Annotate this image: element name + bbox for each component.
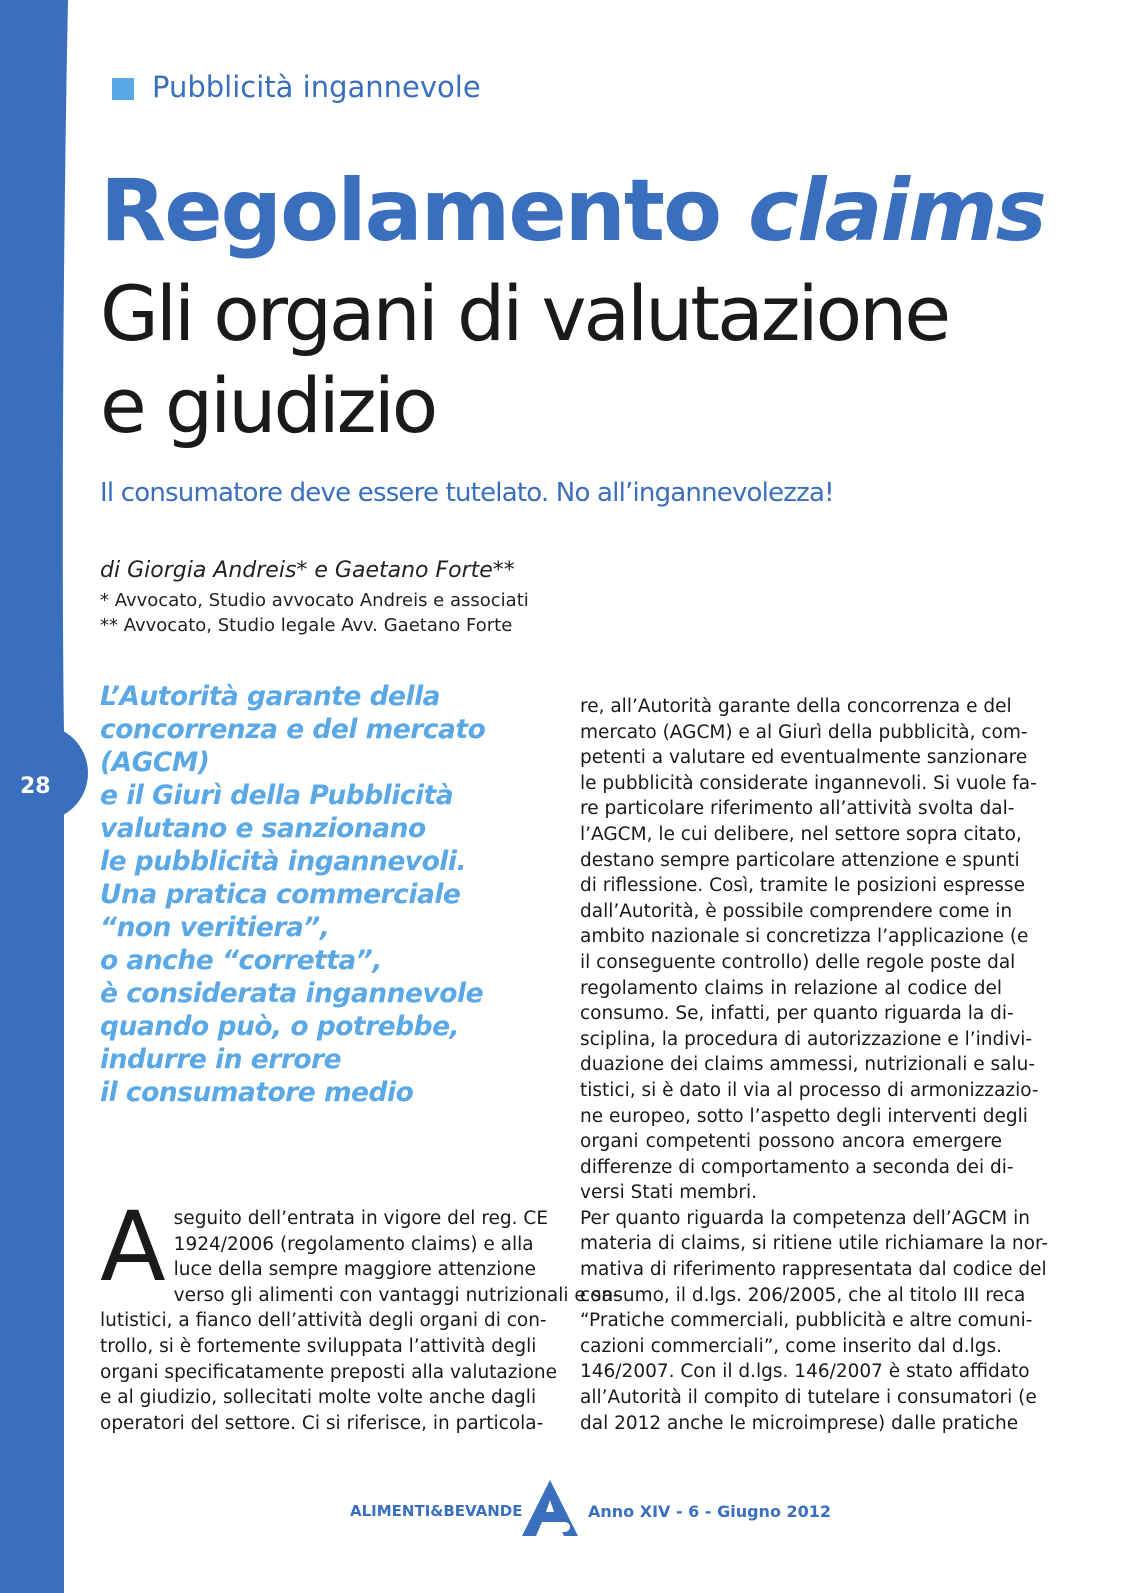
right-column-line: 146/2007. Con il d.lgs. 146/2007 è stato affidato: [580, 1361, 1030, 1383]
left-column-line: organi specificatamente preposti alla valutazione: [100, 1361, 558, 1383]
right-column-line: organi competenti possono ancora emergere: [580, 1131, 1002, 1153]
pullquote-line: (AGCM): [100, 747, 210, 778]
section-title: Pubblicità ingannevole: [152, 70, 481, 104]
right-column-line: tistici, si è dato il via al processo di armonizzazio-: [580, 1079, 1039, 1101]
dropcap: A: [100, 1191, 166, 1303]
footer: [0, 1478, 1121, 1538]
pullquote-line: le pubblicità ingannevoli.: [100, 846, 467, 877]
headline-main-regular: Regolamento: [100, 161, 749, 261]
pullquote-line: “non veritiera”,: [100, 912, 330, 943]
pullquote-line: è considerata ingannevole: [100, 978, 484, 1009]
left-column-line: operatori del settore. Ci si riferisce, in particola-: [100, 1412, 544, 1434]
right-column-line: versi Stati membri.: [580, 1182, 757, 1204]
pullquote-line: e il Giurì della Pubblicità: [100, 780, 454, 811]
left-column-text: [100, 1191, 620, 1436]
pullquote-line: valutano e sanzionano: [100, 813, 426, 844]
left-column-line: trollo, si è fortemente sviluppata l’attività degli: [100, 1335, 537, 1357]
right-column-line: ambito nazionale si concretizza l’applicazione (e: [580, 926, 1029, 948]
right-column-line: di riflessione. Così, tramite le posizioni espresse: [580, 875, 1025, 897]
right-column-line: Per quanto riguarda la competenza dell’AGCM in: [580, 1207, 1030, 1229]
page-number: 28: [20, 774, 51, 799]
footer-magazine-name: ALIMENTI&BEVANDE: [350, 1502, 523, 1520]
right-column-line: mercato (AGCM) e al Giurì della pubblicità, com-: [580, 721, 1028, 743]
pullquote-line: L’Autorità garante della: [100, 681, 441, 712]
headline-main: [100, 161, 1045, 261]
right-column-line: il conseguente controllo) delle regole poste dal: [580, 951, 1016, 973]
author-byline: di Giorgia Andreis* e Gaetano Forte**: [100, 558, 515, 583]
right-column-line: consumo. Se, infatti, per quanto riguarda la di-: [580, 1003, 1014, 1025]
author-affiliation-2: ** Avvocato, Studio legale Avv. Gaetano Forte: [100, 615, 513, 636]
left-column-line: verso gli alimenti con vantaggi nutrizionali e sa-: [173, 1284, 620, 1306]
headline-sub: [100, 268, 1040, 452]
right-column-line: ne europeo, sotto l’aspetto degli interventi degli: [580, 1105, 1028, 1127]
pullquote-line: quando può, o potrebbe,: [100, 1011, 460, 1042]
right-column-line: le pubblicità considerate ingannevoli. Si vuole fa-: [580, 772, 1037, 794]
pullquote: [100, 680, 540, 1109]
left-column-line: 1924/2006 (regolamento claims) e alla: [173, 1233, 534, 1255]
subtitle: Il consumatore deve essere tutelato. No all’ingannevolezza!: [100, 478, 834, 508]
right-column-line: duazione dei claims ammessi, nutrizionali e salu-: [580, 1054, 1035, 1076]
author-affiliation-1: * Avvocato, Studio avvocato Andreis e associati: [100, 590, 529, 611]
right-column-line: materia di claims, si ritiene utile richiamare la nor-: [580, 1233, 1049, 1255]
headline-sub-line1: Gli organi di valutazione: [100, 269, 949, 358]
magazine-logo-icon: [520, 1478, 580, 1538]
right-column-line: differenze di comportamento a seconda dei di-: [580, 1156, 1014, 1178]
left-column-line: e al giudizio, sollecitati molte volte anche dagli: [100, 1387, 537, 1409]
right-column-line: cazioni commerciali”, come inserito dal d.lgs.: [580, 1335, 1002, 1357]
pullquote-line: Una pratica commerciale: [100, 879, 461, 910]
headline-main-italic: claims: [748, 161, 1045, 261]
right-column-line: destano sempre particolare attenzione e spunti: [580, 849, 1020, 871]
right-column-line: regolamento claims in relazione al codice del: [580, 977, 1002, 999]
section-marker-square: [112, 78, 134, 100]
right-column-line: all’Autorità il compito di tutelare i consumatori (e: [580, 1387, 1037, 1409]
pullquote-line: il consumatore medio: [100, 1077, 414, 1108]
left-column-line: seguito dell’entrata in vigore del reg. CE: [173, 1208, 549, 1229]
right-column-line: l’AGCM, le cui delibere, nel settore sopra citato,: [580, 823, 1022, 845]
right-column-line: consumo, il d.lgs. 206/2005, che al titolo III reca: [580, 1284, 1026, 1306]
left-column-line: luce della sempre maggiore attenzione: [173, 1259, 536, 1281]
right-column-line: dall’Autorità, è possibile comprendere come in: [580, 900, 1013, 922]
headline-sub-line2: e giudizio: [100, 361, 436, 450]
footer-issue: Anno XIV - 6 - Giugno 2012: [588, 1502, 832, 1521]
right-column-line: petenti a valutare ed eventualmente sanzionare: [580, 747, 1028, 769]
right-column-line: mativa di riferimento rappresentata dal codice del: [580, 1259, 1047, 1281]
right-column-line: re, all’Autorità garante della concorrenza e del: [580, 696, 1012, 717]
right-column-text: [580, 694, 1049, 1436]
right-column-line: “Pratiche commerciali, pubblicità e altre comuni-: [580, 1310, 1033, 1332]
pullquote-line: concorrenza e del mercato: [100, 714, 486, 745]
left-column-line: lutistici, a fianco dell’attività degli organi di con-: [100, 1310, 547, 1332]
right-column-line: dal 2012 anche le microimprese) dalle pratiche: [580, 1412, 1019, 1434]
pullquote-line: indurre in errore: [100, 1044, 342, 1075]
right-column-line: sciplina, la procedura di autorizzazione e l’indivi-: [580, 1028, 1033, 1050]
pullquote-line: o anche “corretta”,: [100, 945, 382, 976]
right-column-line: re particolare riferimento all’attività svolta dal-: [580, 798, 1015, 820]
